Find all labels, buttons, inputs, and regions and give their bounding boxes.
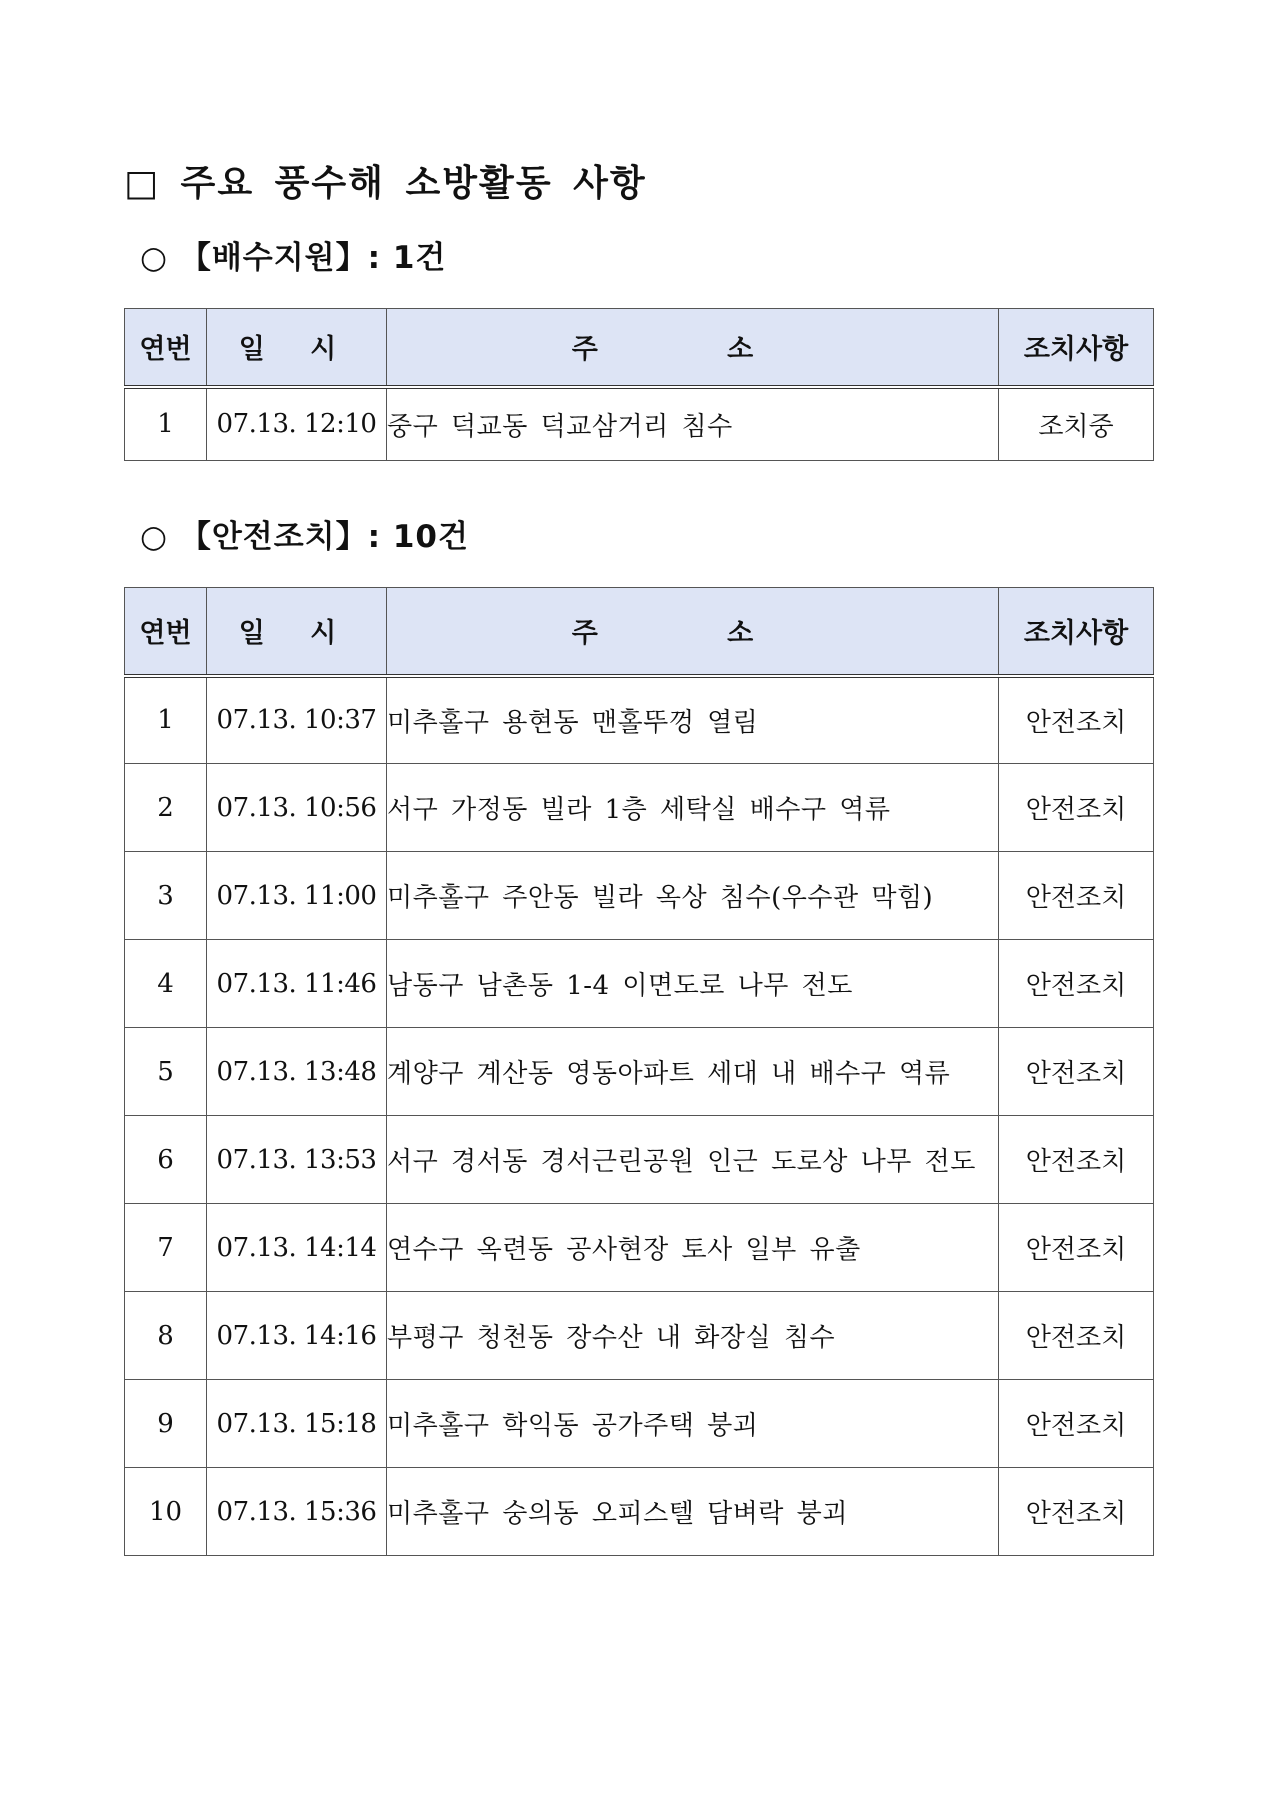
cell-action: 안전조치 bbox=[999, 1380, 1154, 1468]
cell-action: 안전조치 bbox=[999, 1116, 1154, 1204]
section-title-drainage: ○ 【배수지원】: 1건 bbox=[140, 240, 447, 276]
cell-time: 07.13. 10:37 bbox=[207, 676, 387, 764]
header-no: 연번 bbox=[125, 588, 207, 676]
table-row bbox=[125, 1028, 1154, 1116]
cell-action: 안전조치 bbox=[999, 940, 1154, 1028]
table-row bbox=[125, 1468, 1154, 1556]
cell-time: 07.13. 11:46 bbox=[207, 940, 387, 1028]
header-address-label: 주 소 bbox=[571, 618, 814, 650]
table-header-row bbox=[125, 588, 1154, 676]
cell-no: 9 bbox=[125, 1380, 207, 1468]
header-address-label: 주 소 bbox=[571, 334, 814, 366]
cell-time: 07.13. 14:14 bbox=[207, 1204, 387, 1292]
header-no: 연번 bbox=[125, 309, 207, 387]
cell-action: 안전조치 bbox=[999, 1292, 1154, 1380]
cell-time: 07.13. 15:36 bbox=[207, 1468, 387, 1556]
cell-no: 4 bbox=[125, 940, 207, 1028]
header-time bbox=[207, 588, 387, 676]
cell-time: 07.13. 13:53 bbox=[207, 1116, 387, 1204]
header-address bbox=[387, 309, 999, 387]
safety-table bbox=[124, 587, 1154, 1556]
section-title-safety: ○ 【안전조치】: 10건 bbox=[140, 519, 469, 555]
cell-action: 안전조치 bbox=[999, 1204, 1154, 1292]
cell-address: 미추홀구 숭의동 오피스텔 담벼락 붕괴 bbox=[387, 1468, 999, 1556]
cell-no: 1 bbox=[125, 676, 207, 764]
header-time-label: 일 시 bbox=[238, 618, 355, 650]
cell-address: 미추홀구 학익동 공가주택 붕괴 bbox=[387, 1380, 999, 1468]
cell-no: 3 bbox=[125, 852, 207, 940]
cell-address: 계양구 계산동 영동아파트 세대 내 배수구 역류 bbox=[387, 1028, 999, 1116]
cell-time: 07.13. 15:18 bbox=[207, 1380, 387, 1468]
cell-no: 5 bbox=[125, 1028, 207, 1116]
cell-address: 남동구 남촌동 1-4 이면도로 나무 전도 bbox=[387, 940, 999, 1028]
header-action: 조치사항 bbox=[999, 309, 1154, 387]
cell-time: 07.13. 12:10 bbox=[207, 387, 387, 461]
cell-no: 6 bbox=[125, 1116, 207, 1204]
cell-action: 안전조치 bbox=[999, 764, 1154, 852]
table-row bbox=[125, 1116, 1154, 1204]
cell-no: 8 bbox=[125, 1292, 207, 1380]
table-row bbox=[125, 1380, 1154, 1468]
table-row bbox=[125, 852, 1154, 940]
cell-address: 미추홀구 용현동 맨홀뚜껑 열림 bbox=[387, 676, 999, 764]
cell-address: 미추홀구 주안동 빌라 옥상 침수(우수관 막힘) bbox=[387, 852, 999, 940]
cell-address: 부평구 청천동 장수산 내 화장실 침수 bbox=[387, 1292, 999, 1380]
cell-no: 1 bbox=[125, 387, 207, 461]
header-time bbox=[207, 309, 387, 387]
cell-action: 안전조치 bbox=[999, 1468, 1154, 1556]
cell-address: 중구 덕교동 덕교삼거리 침수 bbox=[387, 387, 999, 461]
cell-address: 연수구 옥련동 공사현장 토사 일부 유출 bbox=[387, 1204, 999, 1292]
header-action: 조치사항 bbox=[999, 588, 1154, 676]
header-address bbox=[387, 588, 999, 676]
page-title: □ 주요 풍수해 소방활동 사항 bbox=[124, 163, 647, 204]
cell-no: 10 bbox=[125, 1468, 207, 1556]
cell-time: 07.13. 10:56 bbox=[207, 764, 387, 852]
table-row bbox=[125, 676, 1154, 764]
cell-address: 서구 가정동 빌라 1층 세탁실 배수구 역류 bbox=[387, 764, 999, 852]
drainage-table bbox=[124, 308, 1154, 461]
table-row bbox=[125, 940, 1154, 1028]
cell-time: 07.13. 11:00 bbox=[207, 852, 387, 940]
header-time-label: 일 시 bbox=[238, 334, 355, 366]
cell-action: 안전조치 bbox=[999, 676, 1154, 764]
cell-action: 안전조치 bbox=[999, 1028, 1154, 1116]
table-row bbox=[125, 387, 1154, 461]
table-row bbox=[125, 1292, 1154, 1380]
cell-no: 2 bbox=[125, 764, 207, 852]
table-header-row bbox=[125, 309, 1154, 387]
cell-action: 조치중 bbox=[999, 387, 1154, 461]
cell-no: 7 bbox=[125, 1204, 207, 1292]
table-row bbox=[125, 764, 1154, 852]
cell-time: 07.13. 14:16 bbox=[207, 1292, 387, 1380]
table-row bbox=[125, 1204, 1154, 1292]
cell-time: 07.13. 13:48 bbox=[207, 1028, 387, 1116]
cell-action: 안전조치 bbox=[999, 852, 1154, 940]
cell-address: 서구 경서동 경서근린공원 인근 도로상 나무 전도 bbox=[387, 1116, 999, 1204]
